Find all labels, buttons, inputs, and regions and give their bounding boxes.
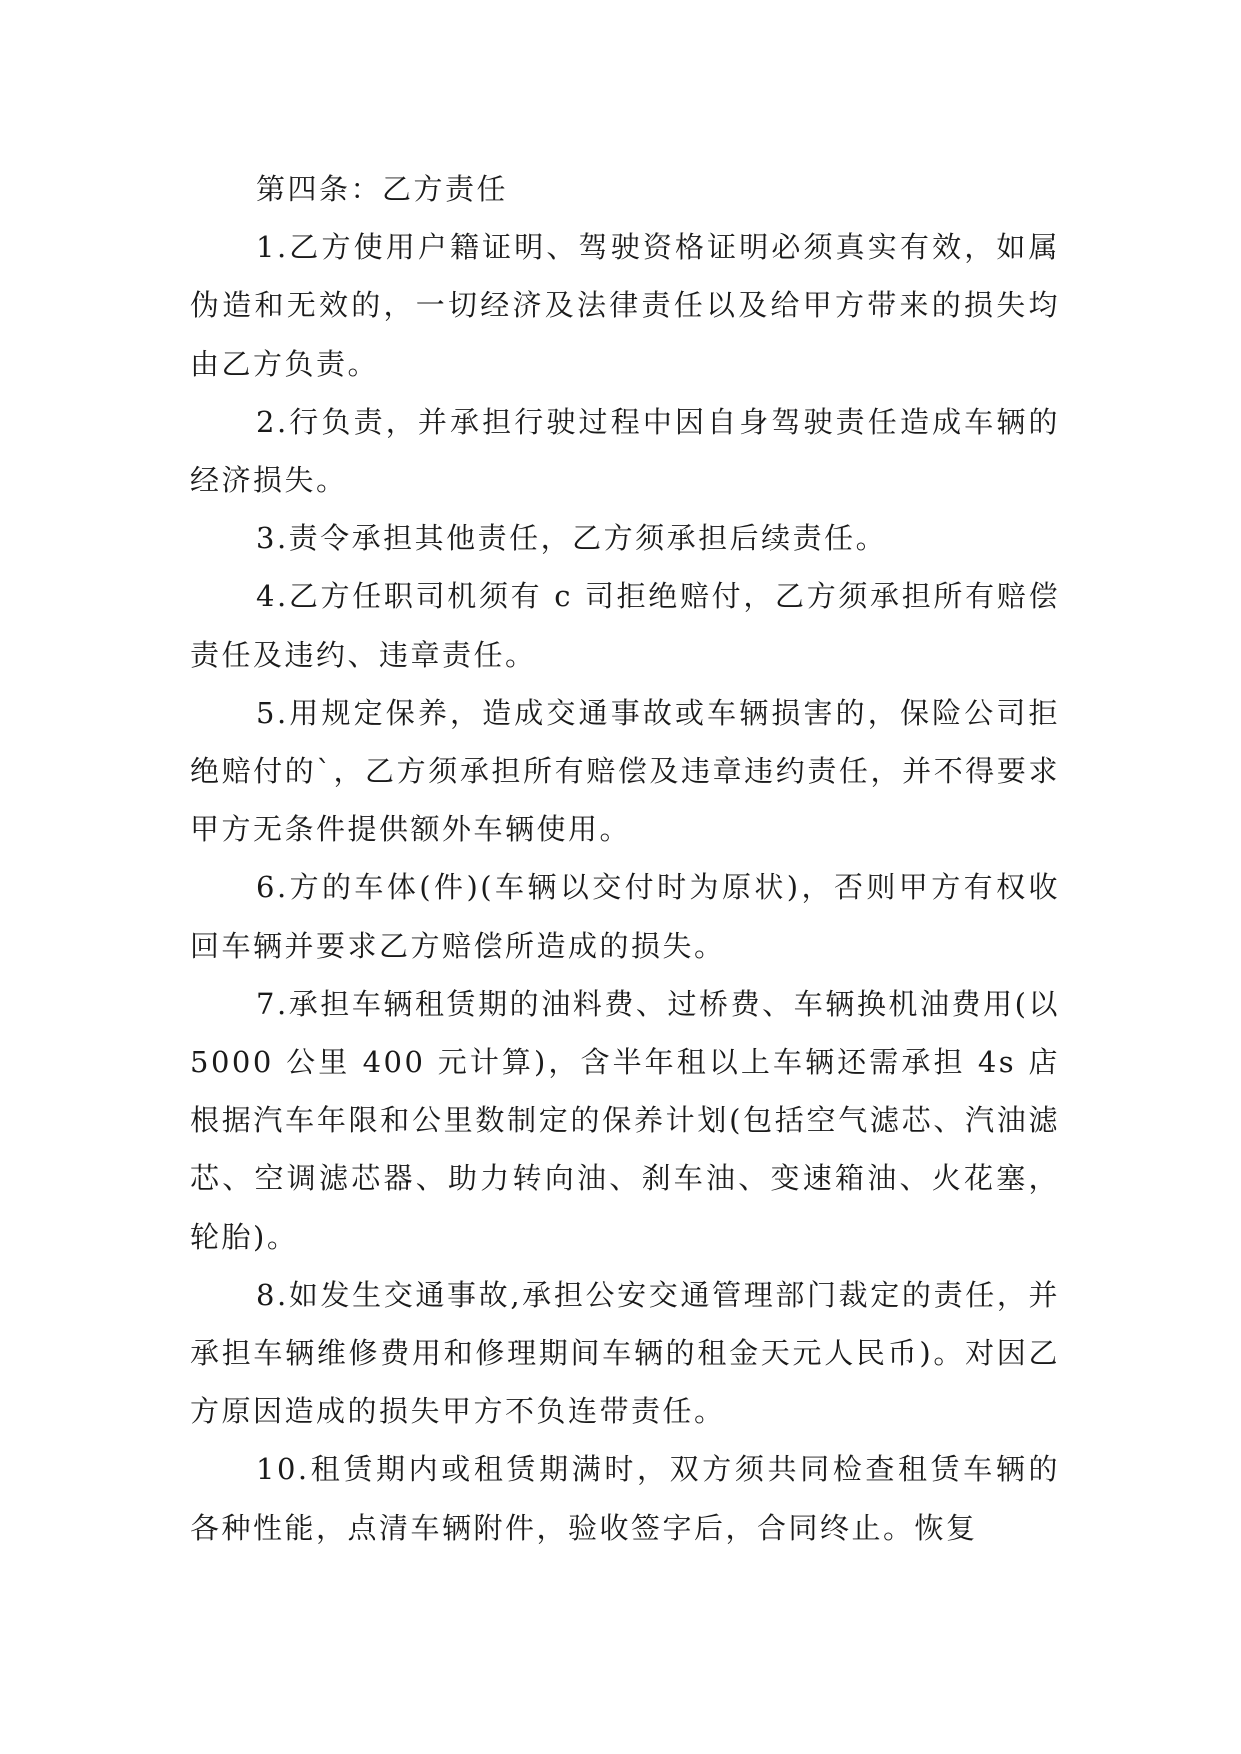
section-heading: 第四条：乙方责任 [256, 172, 509, 206]
clause-6: 6.方的车体(件)(车辆以交付时为原状)，否则甲方有权收回车辆并要求乙方赔偿所造成的损失。 [190, 870, 1060, 963]
clause-5: 5.用规定保养，造成交通事故或车辆损害的，保险公司拒绝赔付的`，乙方须承担所有赔偿及违章违约责任，并不得要求甲方无条件提供额外车辆使用。 [190, 695, 1060, 847]
clause-3: 3.责令承担其他责任，乙方须承担后续责任。 [256, 521, 888, 556]
clause-4: 4.乙方任职司机须有 c 司拒绝赔付，乙方须承担所有赔偿责任及违约、违章责任。 [190, 579, 1060, 672]
clause-8: 8.如发生交通事故,承担公安交通管理部门裁定的责任，并承担车辆维修费用和修理期间车辆的租金天元人民币)。对因乙方原因造成的损失甲方不负连带责任。 [190, 1277, 1060, 1429]
document-body [190, 160, 1060, 1557]
clause-2: 2.行负责，并承担行驶过程中因自身驾驶责任造成车辆的经济损失。 [190, 404, 1060, 498]
clause-1: 1.乙方使用户籍证明、驾驶资格证明必须真实有效，如属伪造和无效的，一切经济及法律责任以及给甲方带来的损失均由乙方负责。 [190, 230, 1060, 381]
clause-10: 10.租赁期内或租赁期满时，双方须共同检查租赁车辆的各种性能，点清车辆附件，验收签字后，合同终止。恢复 [190, 1452, 1060, 1545]
clause-7: 7.承担车辆租赁期的油料费、过桥费、车辆换机油费用(以 5000 公里 400 元计算)，含半年租以上车辆还需承担 4s 店根据汽车年限和公里数制定的保养计划(包括空气滤芯、汽油滤芯、空调滤芯器、助力转向油、刹车油、变速箱油、火花塞，轮胎)。 [190, 986, 1060, 1254]
